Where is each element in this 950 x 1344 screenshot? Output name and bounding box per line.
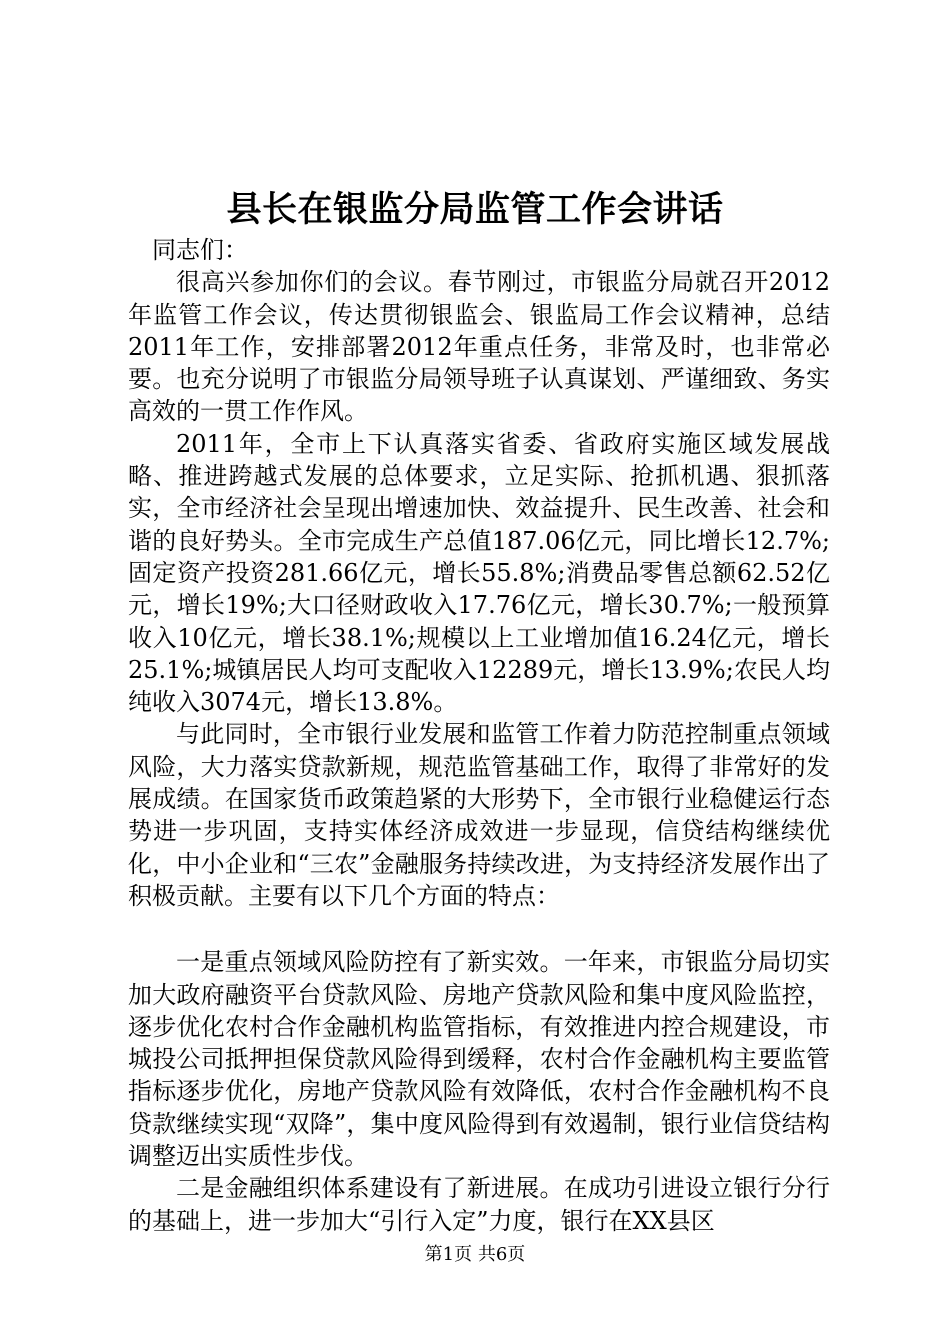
salutation: 同志们： — [152, 236, 248, 264]
paragraph-opening: 很高兴参加你们的会议。春节刚过，市银监分局就召开2012年监管工作会议，传达贯彻银监会、银监局工作会议精神，总结2011年工作，安排部署2012年重点任务，非常及时，也非常必要。也充分说明了市银监分局领导班子认真谋划、严谨细致、务实高效的一贯工作作风。 — [128, 268, 830, 426]
paragraph-risk-control: 一是重点领域风险防控有了新实效。一年来，市银监分局切实加大政府融资平台贷款风险、房地产贷款风险和集中度风险监控，逐步优化农村合作金融机构监管指标，有效推进内控合规建设，市城投公司抵押担保贷款风险得到缓释，农村合作金融机构主要监管指标逐步优化，房地产贷款风险有效降低，农村合作金融机构不良贷款继续实现“双降”，集中度风险得到有效遏制，银行业信贷结构调整迈出实质性步伐。 — [128, 948, 830, 1171]
document-body — [128, 234, 830, 1237]
document-title: 县长在银监分局监管工作会讲话 — [226, 189, 724, 230]
paragraph-organization: 二是金融组织体系建设有了新进展。在成功引进设立银行分行的基础上，进一步加大“引行入定”力度，银行在XX县区 — [128, 1174, 830, 1235]
paragraph-economy-2011: 2011年，全市上下认真落实省委、省政府实施区域发展战略、推进跨越式发展的总体要求，立足实际、抢抓机遇、狠抓落实，全市经济社会呈现出增速加快、效益提升、民生改善、社会和谐的良好势头。全市完成生产总值187.06亿元，同比增长12.7%;固定资产投资281.66亿元，增长55.8%;消费品零售总额62.52亿元，增长19%;大口径财政收入17.76亿元，增长30.7%;一般预算收入10亿元，增长38.1%;规模以上工业增加值16.24亿元，增长25.1%;城镇居民人均可支配收入12289元，增长13.9%;农民人均纯收入3074元，增长13.8%。 — [128, 429, 830, 717]
page-indicator: 第1页 共6页 — [424, 1244, 526, 1265]
paragraph-banking-results: 与此同时，全市银行业发展和监管工作着力防范控制重点领域风险，大力落实贷款新规，规范监管基础工作，取得了非常好的发展成绩。在国家货币政策趋紧的大形势下，全市银行业稳健运行态势进一步巩固，支持实体经济成效进一步显现，信贷结构继续优化，中小企业和“三农”金融服务持续改进，为支持经济发展作出了积极贡献。主要有以下几个方面的特点： — [128, 720, 830, 910]
